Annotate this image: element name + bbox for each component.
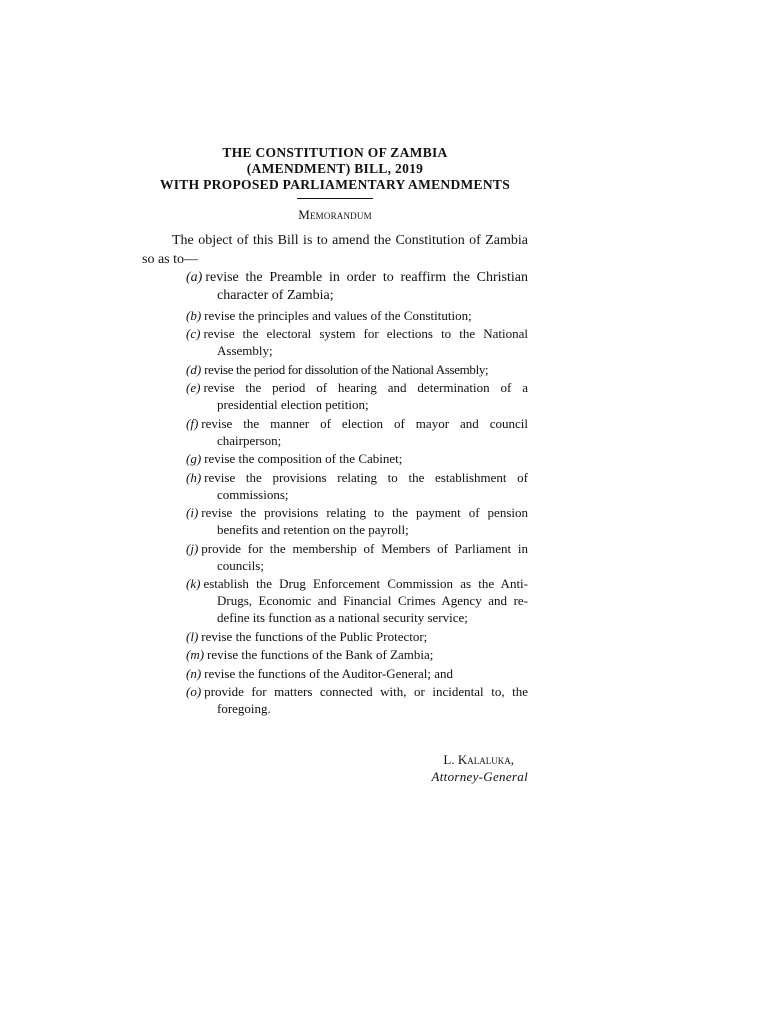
item-text: revise the composition of the Cabinet; <box>204 451 403 466</box>
item-text: revise the period of hearing and determination of a presidential election petition; <box>203 380 528 412</box>
objects-list <box>142 269 528 717</box>
item-text: revise the functions of the Public Protector; <box>201 628 428 644</box>
list-item <box>142 469 528 503</box>
list-item <box>142 683 528 717</box>
item-text: revise the functions of the Auditor-General; and <box>204 665 453 681</box>
item-marker: (n) <box>186 665 202 681</box>
bill-title-line-2: (AMENDMENT) BILL, 2019 <box>246 161 424 176</box>
item-marker: (h) <box>186 469 202 485</box>
item-marker: (l) <box>186 628 199 644</box>
list-item <box>142 450 528 467</box>
item-marker: (f) <box>186 415 199 431</box>
list-item <box>142 504 528 538</box>
item-marker: (j) <box>186 540 199 556</box>
item-text: revise the principles and values of the Constitution; <box>204 307 472 323</box>
item-marker: (g) <box>186 451 202 466</box>
item-text: provide for the membership of Members of Parliament in councils; <box>201 540 528 573</box>
item-text: establish the Drug Enforcement Commission as the Anti-Drugs, Economic and Financial Crimes Agency and re-define its function as a national security service; <box>203 576 528 625</box>
list-item <box>142 379 528 413</box>
list-item <box>142 415 528 449</box>
list-item <box>142 540 528 574</box>
bill-title <box>142 145 528 193</box>
item-marker: (k) <box>186 576 201 591</box>
signatory-name: L. Kalaluka, <box>443 752 514 767</box>
memorandum-page <box>142 145 528 785</box>
list-item <box>142 307 528 324</box>
item-text: revise the provisions relating to the establishment of commissions; <box>204 469 528 502</box>
item-marker: (c) <box>186 326 201 341</box>
item-marker: (d) <box>186 361 202 377</box>
item-text: revise the provisions relating to the payment of pension benefits and retention on the payroll; <box>201 505 528 537</box>
bill-title-line-1: THE CONSTITUTION OF ZAMBIA <box>222 145 448 160</box>
item-marker: (o) <box>186 684 202 699</box>
list-item <box>142 325 528 359</box>
list-item <box>142 269 528 305</box>
list-item <box>142 628 528 645</box>
item-text: provide for matters connected with, or incidental to, the foregoing. <box>204 684 528 716</box>
list-item <box>142 646 528 663</box>
list-item <box>142 361 528 378</box>
item-marker: (m) <box>186 647 205 662</box>
item-text: revise the functions of the Bank of Zambia; <box>207 647 434 662</box>
item-marker: (e) <box>186 380 201 395</box>
item-text: revise the electoral system for elections to the National Assembly; <box>203 326 528 358</box>
title-divider <box>297 198 373 199</box>
list-item <box>142 665 528 682</box>
intro-paragraph: The object of this Bill is to amend the Constitution of Zambia so as to— <box>142 233 528 267</box>
bill-title-line-3: WITH PROPOSED PARLIAMENTARY AMENDMENTS <box>159 177 511 192</box>
item-marker: (a) <box>186 270 203 285</box>
item-marker: (i) <box>186 505 199 520</box>
item-text: revise the Preamble in order to reaffirm the Christian character of Zambia; <box>205 270 528 303</box>
item-text: revise the manner of election of mayor and council chairperson; <box>201 415 528 448</box>
list-item <box>142 575 528 626</box>
signature-block <box>142 751 528 785</box>
memorandum-heading: Memorandum <box>298 207 372 222</box>
signatory-title: Attorney-General <box>431 769 528 784</box>
item-text: revise the period for dissolution of the National Assembly; <box>204 361 489 377</box>
item-marker: (b) <box>186 307 202 323</box>
